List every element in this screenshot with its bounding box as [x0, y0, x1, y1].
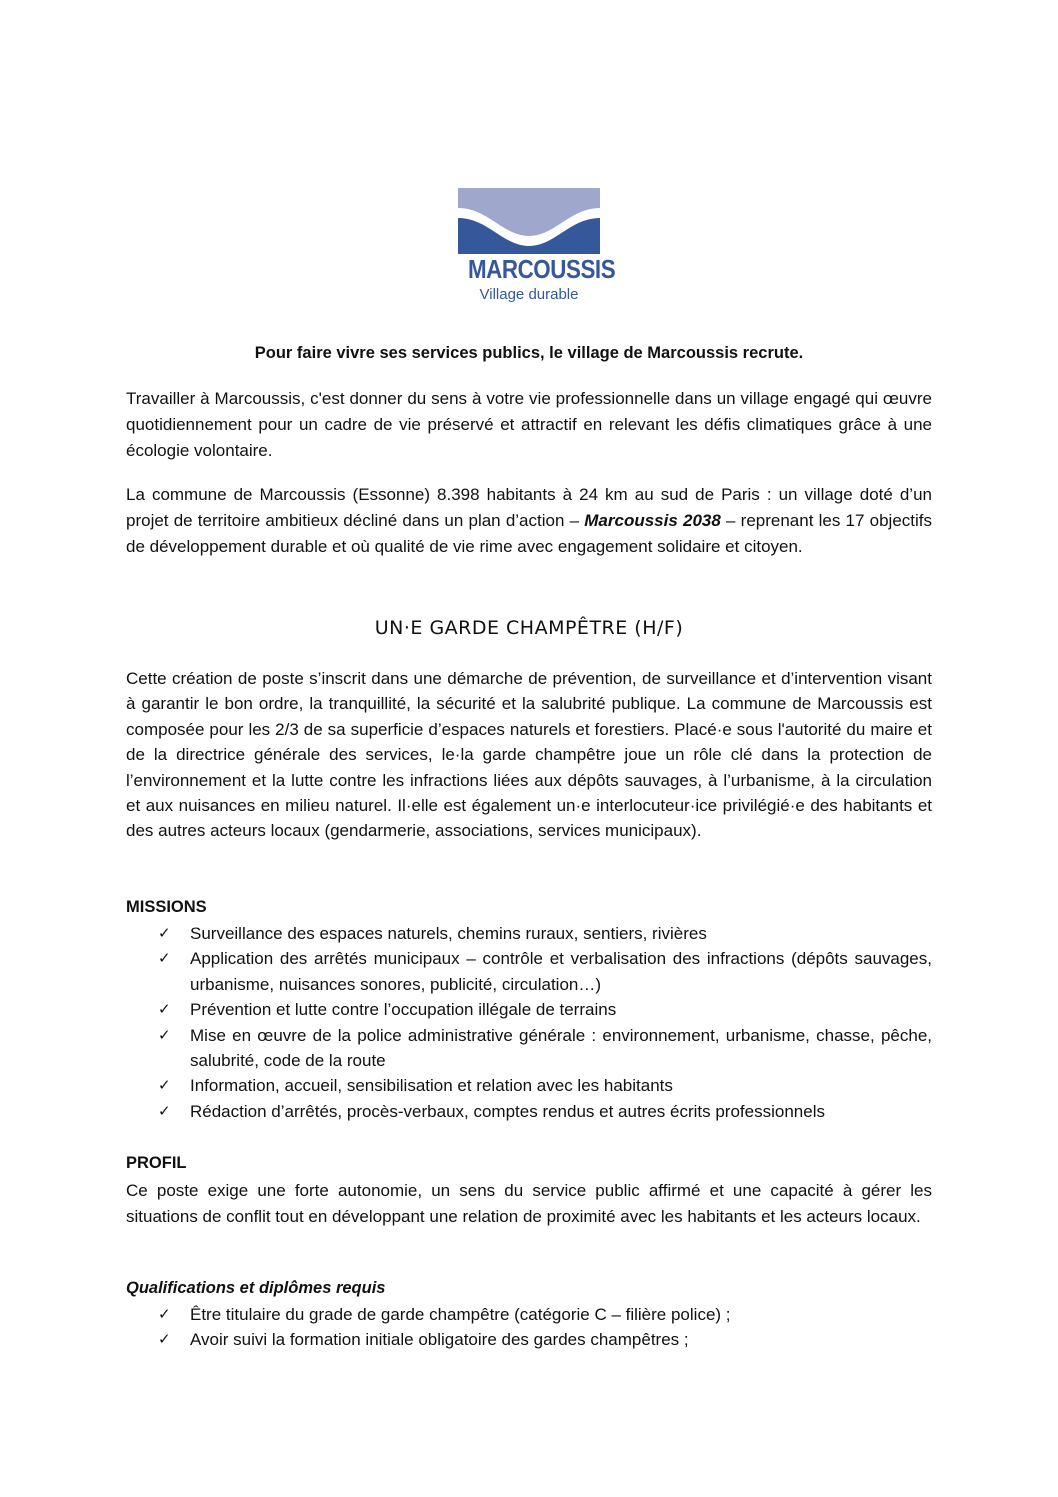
profil-heading: PROFIL [126, 1154, 187, 1172]
list-item: ✓ Rédaction d’arrêtés, procès-verbaux, comptes rendus et autres écrits professionnels [126, 1099, 932, 1124]
para2-text-after: – reprenant les 17 objectifs de développement durable et où qualité de vie rime avec engagement solidaire et citoyen. [126, 511, 932, 556]
check-icon: ✓ [158, 1076, 171, 1095]
check-icon: ✓ [158, 1101, 171, 1120]
qualifications-list [126, 1302, 932, 1353]
list-item: ✓ Avoir suivi la formation initiale obligatoire des gardes champêtres ; [126, 1327, 932, 1352]
marcoussis-logo [458, 188, 616, 310]
plan-name: Marcoussis 2038 [584, 511, 721, 530]
profil-text: Ce poste exige une forte autonomie, un sens du service public affirmé et une capacité à gérer les situations de conflit tout en développant une relation de proximité avec les habitants et les acteurs locaux. [126, 1181, 932, 1226]
list-item: ✓ Prévention et lutte contre l’occupation illégale de terrains [126, 997, 932, 1022]
list-item: ✓ Information, accueil, sensibilisation et relation avec les habitants [126, 1073, 932, 1098]
recruitment-tagline: Pour faire vivre ses services publics, le village de Marcoussis recrute. [254, 344, 804, 362]
check-icon: ✓ [158, 1000, 171, 1019]
list-item: ✓ Application des arrêtés municipaux – contrôle et verbalisation des infractions (dépôts sauvages, urbanisme, nuisances sonores, publicité, circulation…) [126, 946, 932, 997]
job-title: UN·E GARDE CHAMPÊTRE (H/F) [374, 617, 684, 639]
check-icon: ✓ [158, 1330, 171, 1349]
missions-heading: MISSIONS [126, 898, 207, 916]
check-icon: ✓ [158, 949, 171, 968]
intro-paragraph-1: Travailler à Marcoussis, c'est donner du sens à votre vie professionnelle dans un village engagé qui œuvre quotidiennement pour un cadre de vie préservé et attractif en relevant les défis climatiques grâce à une écologie volontaire. [126, 389, 932, 460]
qualifications-heading: Qualifications et diplômes requis [126, 1279, 386, 1297]
wave-emblem-icon [458, 188, 600, 254]
missions-list [126, 921, 932, 1124]
position-description: Cette création de poste s’inscrit dans une démarche de prévention, de surveillance et d’intervention visant à garantir le bon ordre, la tranquillité, la sécurité et la salubrité publique. La commune de Marcoussis est composée pour les 2/3 de sa superficie d’espaces naturels et forestiers. Placé·e sous l'autorité du maire et de la directrice générale des services, le·la garde champêtre joue un rôle clé dans la protection de l’environnement et la lutte contre les infractions liées aux dépôts sauvages, à l’urbanisme, à la circulation et aux nuisances en milieu naturel. Il·elle est également un·e interlocuteur·ice privilégié·e des habitants et des autres acteurs locaux (gendarmerie, associations, services municipaux). [126, 669, 932, 841]
intro-paragraph-2 [126, 482, 932, 560]
check-icon: ✓ [158, 1305, 171, 1323]
logo-tagline: Village durable [479, 286, 579, 303]
check-icon: ✓ [158, 1025, 171, 1044]
logo-name: MARCOUSSIS [467, 254, 616, 284]
list-item: ✓ Mise en œuvre de la police administrative générale : environnement, urbanisme, chasse, pêche, salubrité, code de la route [126, 1023, 932, 1074]
list-item: ✓ Surveillance des espaces naturels, chemins ruraux, sentiers, rivières [126, 921, 932, 946]
para2-text-before: La commune de Marcoussis (Essonne) 8.398 habitants à 24 km au sud de Paris : un village doté d’un projet de territoire ambitieux décliné dans un plan d’action – [126, 485, 932, 530]
list-item: ✓ Être titulaire du grade de garde champêtre (catégorie C – filière police) ; [126, 1302, 932, 1327]
check-icon: ✓ [158, 924, 171, 942]
